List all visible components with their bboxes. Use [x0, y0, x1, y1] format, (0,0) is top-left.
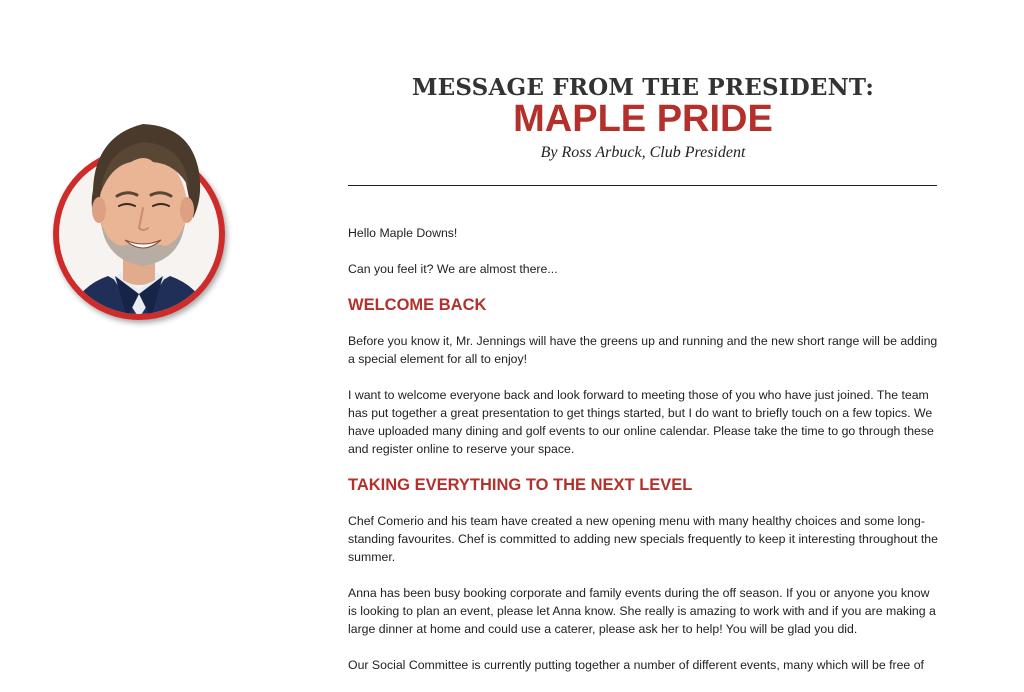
- section-heading-welcome-back: WELCOME BACK: [348, 296, 487, 314]
- section-heading-next-level: TAKING EVERYTHING TO THE NEXT LEVEL: [348, 476, 693, 494]
- welcome-paragraph-2: I want to welcome everyone back and look forward to meeting those of you who have just joined. The team has put together a great presentation to get things started, but I do want to briefly touch on a few topics. We have uploaded many dining and golf events to our online calendar. Please take the time to go through these and register online to reserve your space.: [348, 388, 934, 456]
- next-level-paragraph-1: Chef Comerio and his team have created a new opening menu with many healthy choices and some long-standing favourites. Chef is committed to adding new specials frequently to keep it interesting throughout the summer.: [348, 514, 938, 564]
- greeting-paragraph: Hello Maple Downs!: [348, 226, 458, 240]
- next-level-paragraph-3: Our Social Committee is currently putting together a number of different events, many which will be free of: [348, 658, 924, 672]
- article-body: [348, 224, 938, 692]
- intro-paragraph: Can you feel it? We are almost there...: [348, 262, 558, 276]
- president-photo: [53, 118, 233, 330]
- next-level-paragraph-2: Anna has been busy booking corporate and family events during the off season. If you or anyone you know is looking to plan an event, please let Anna know. She really is amazing to work with and if you are making a large dinner at home and could use a caterer, please ask her to help! You will be glad you did.: [348, 586, 936, 636]
- article-byline: By Ross Arbuck, Club President: [540, 144, 746, 161]
- president-portrait-icon: [53, 118, 233, 330]
- welcome-paragraph-1: Before you know it, Mr. Jennings will have the greens up and running and the new short range will be adding a special element for all to enjoy!: [348, 334, 938, 366]
- header-divider: [348, 185, 937, 186]
- article-title: MAPLE PRIDE: [513, 98, 773, 140]
- article-kicker: MESSAGE FROM THE PRESIDENT:: [411, 74, 875, 101]
